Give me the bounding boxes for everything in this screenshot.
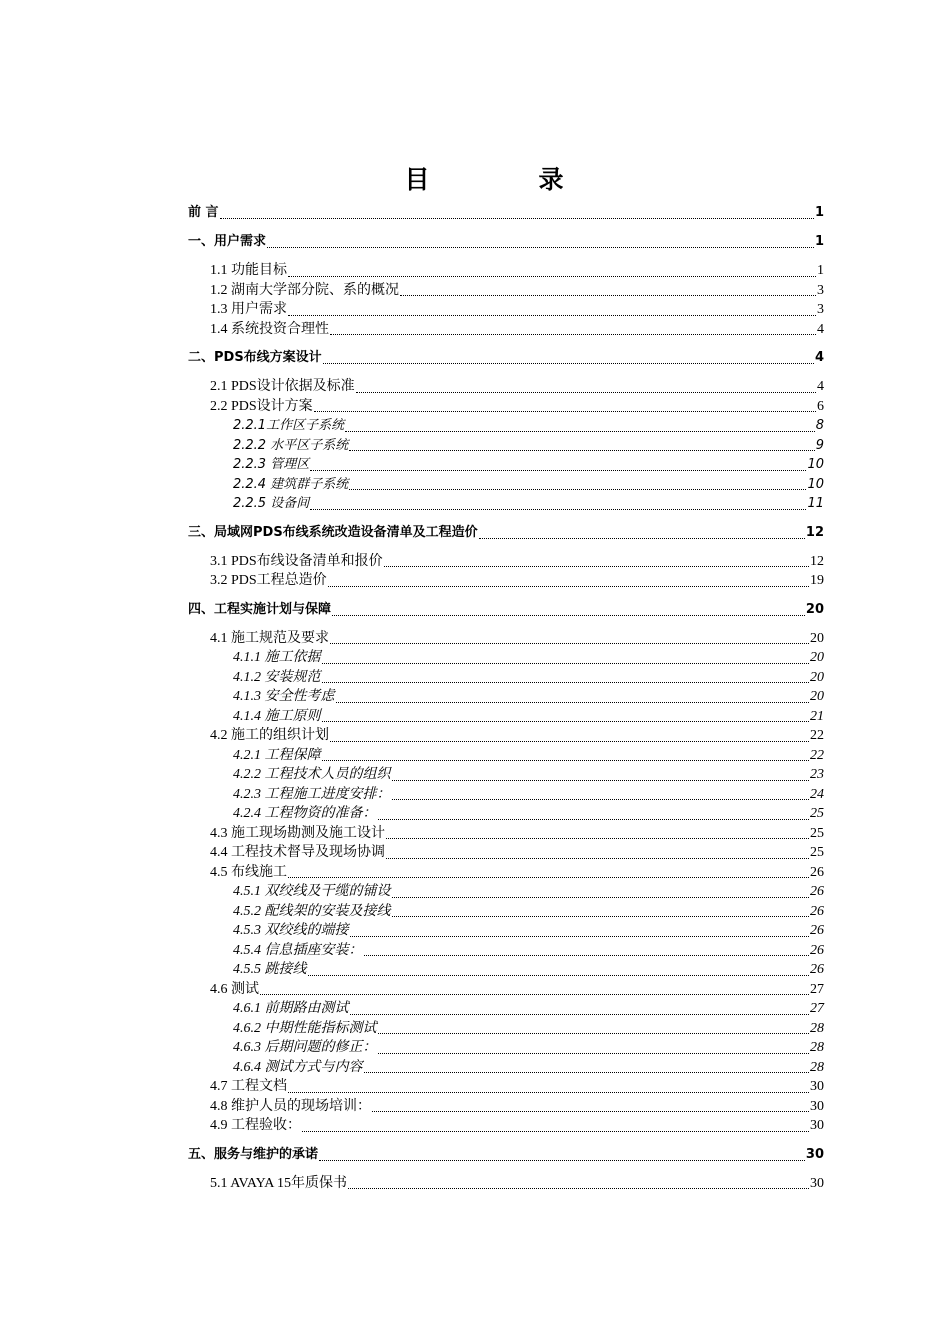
toc-entry-text: 4.5.1 双绞线及干缆的铺设 <box>233 884 391 899</box>
toc-page-number: 20 <box>810 689 824 704</box>
toc-entry-text: 前 言 <box>188 205 219 220</box>
toc-page-number: 28 <box>810 1040 824 1055</box>
toc-entry-text: 4.9 工程验收： <box>210 1118 301 1133</box>
toc-dot-leader <box>392 915 810 917</box>
toc-dot-leader <box>400 294 816 296</box>
toc-entry-text: 4.8 维护人员的现场培训： <box>210 1098 371 1114</box>
toc-dot-leader <box>308 974 810 976</box>
toc-entry-level-2[interactable] <box>188 726 824 746</box>
toc-page-number: 20 <box>810 669 824 685</box>
toc-entry-text: 1.4 系统投资合理性 <box>210 321 329 337</box>
toc-entry-text: 4.2.3 工程施工进度安排： <box>233 786 391 802</box>
toc-entry-text: 五、服务与维护的承诺 <box>188 1146 319 1162</box>
toc-entry-level-2[interactable] <box>188 397 824 417</box>
toc-entry-level-2[interactable] <box>188 320 824 340</box>
toc-entry-text: 3.1 PDS布线设备清单和报价 <box>210 553 383 569</box>
toc-page-number: 21 <box>810 708 824 724</box>
toc-dot-leader <box>322 759 810 761</box>
toc-entry-text: 1.3 用户需求 <box>210 302 287 317</box>
toc-entry-level-3[interactable] <box>188 999 824 1019</box>
toc-dot-leader <box>378 818 810 820</box>
toc-entry-text: 4.2.1 工程保障 <box>233 747 321 763</box>
toc-page-number: 30 <box>810 1118 824 1133</box>
toc-entry-level-2[interactable] <box>188 377 824 397</box>
toc-dot-leader <box>336 701 810 703</box>
toc-dot-leader <box>310 508 806 510</box>
toc-page-number: 12 <box>810 553 824 569</box>
toc-entry-text: 4.1.4 施工原则 <box>233 708 321 724</box>
toc-entry-level-2[interactable] <box>188 552 824 572</box>
toc-dot-leader <box>267 246 814 248</box>
toc-page-number: 26 <box>810 942 824 958</box>
toc-dot-leader <box>392 896 810 898</box>
toc-dot-leader <box>322 681 810 683</box>
toc-entry-level-3[interactable] <box>188 804 824 824</box>
toc-entry-level-1[interactable] <box>188 1145 824 1165</box>
toc-page-number: 27 <box>810 1001 824 1016</box>
toc-entry-text: 4.6.4 测试方式与内容 <box>233 1059 363 1075</box>
toc-title: 目 录 <box>404 165 606 194</box>
toc-entry-text: 4.2.4 工程物资的准备： <box>233 806 377 821</box>
toc-dot-leader <box>260 993 809 995</box>
toc-page-number: 3 <box>817 282 824 298</box>
toc-page-number: 4 <box>814 350 824 365</box>
toc-dot-leader <box>386 837 809 839</box>
toc-dot-leader <box>384 565 809 567</box>
toc-entry-level-3[interactable] <box>188 707 824 727</box>
toc-entry-level-3[interactable] <box>188 921 824 941</box>
toc-page-number: 26 <box>810 903 824 919</box>
toc-entry-text: 2.2.1工作区子系统 <box>233 418 345 433</box>
toc-entry-level-1[interactable] <box>188 600 824 620</box>
toc-page-number: 26 <box>810 962 824 977</box>
toc-entry-text: 三、局域网PDS布线系统改造设备清单及工程造价 <box>188 524 478 540</box>
toc-entry-level-1[interactable] <box>188 348 824 368</box>
toc-entry-level-3[interactable] <box>188 475 824 495</box>
toc-page-number: 30 <box>805 1146 824 1162</box>
toc-entry-text: 2.2 PDS设计方案 <box>210 398 313 414</box>
toc-dot-leader <box>349 449 815 451</box>
toc-entry-level-1[interactable] <box>188 232 824 252</box>
toc-page-number: 22 <box>810 747 824 763</box>
toc-dot-leader <box>345 430 815 432</box>
toc-entry-level-2[interactable] <box>188 980 824 1000</box>
toc-entry-text: 4.1.3 安全性考虑 <box>233 689 335 704</box>
toc-entry-text: 4.4 工程技术督导及现场协调 <box>210 845 385 860</box>
toc-entry-level-2[interactable] <box>188 281 824 301</box>
toc-entry-level-2[interactable] <box>188 571 824 591</box>
toc-entry-text: 4.2.2 工程技术人员的组织 <box>233 767 391 782</box>
toc-entry-text: 2.2.3 管理区 <box>233 457 310 472</box>
toc-dot-leader <box>330 333 816 335</box>
toc-dot-leader <box>330 642 809 644</box>
toc-dot-leader <box>386 857 809 859</box>
toc-page-number: 23 <box>810 767 824 782</box>
toc-page-number: 9 <box>815 437 824 453</box>
toc-entry-text: 4.1 施工规范及要求 <box>210 630 329 646</box>
toc-entry-level-3[interactable] <box>188 960 824 980</box>
toc-entry-text: 4.1.2 安装规范 <box>233 669 321 685</box>
toc-page-number: 25 <box>810 806 824 821</box>
toc-entry-level-1[interactable] <box>188 523 824 543</box>
toc-entry-level-2[interactable] <box>188 1116 824 1136</box>
toc-dot-leader <box>288 876 809 878</box>
toc-page-number: 26 <box>810 923 824 938</box>
toc-dot-leader <box>322 662 810 664</box>
toc-dot-leader <box>350 935 810 937</box>
toc-entry-text: 四、工程实施计划与保障 <box>188 601 332 617</box>
toc-dot-leader <box>330 740 809 742</box>
toc-dot-leader <box>356 391 816 393</box>
toc-page-number: 10 <box>807 457 824 472</box>
toc-entry-level-3[interactable] <box>188 941 824 961</box>
toc-dot-leader <box>479 537 805 539</box>
toc-entry-level-3[interactable] <box>188 1019 824 1039</box>
toc-entry-level-2[interactable] <box>188 824 824 844</box>
toc-dot-leader <box>302 1130 809 1132</box>
toc-dot-leader <box>350 1013 810 1015</box>
toc-dot-leader <box>349 488 806 490</box>
toc-page-number: 4 <box>817 379 824 394</box>
toc-dot-leader <box>310 469 806 471</box>
toc-entry-level-3[interactable] <box>188 668 824 688</box>
toc-page-number: 6 <box>817 398 824 414</box>
toc-entry-text: 2.2.5 设备间 <box>233 496 310 511</box>
toc-entry-level-1[interactable] <box>188 203 824 223</box>
toc-dot-leader <box>323 362 814 364</box>
toc-entry-text: 4.6.1 前期路由测试 <box>233 1001 349 1016</box>
toc-page-number: 1 <box>814 234 824 249</box>
toc-page-number: 4 <box>817 321 824 337</box>
toc-entry-text: 1.2 湖南大学部分院、系的概况 <box>210 282 399 298</box>
toc-page-number: 20 <box>810 630 824 646</box>
toc-entry-level-3[interactable] <box>188 648 824 668</box>
toc-dot-leader <box>314 410 816 412</box>
toc-page-number: 30 <box>810 1079 824 1094</box>
toc-entry-text: 4.5.2 配线架的安装及接线 <box>233 903 391 919</box>
toc-page-number: 30 <box>810 1175 824 1191</box>
toc-page-number: 25 <box>810 825 824 841</box>
toc-page-number: 12 <box>805 524 824 540</box>
toc-dot-leader <box>220 217 814 219</box>
toc-dot-leader <box>319 1159 805 1161</box>
toc-entry-text: 4.5.3 双绞线的端接 <box>233 923 349 938</box>
toc-page-number: 1 <box>817 263 824 278</box>
toc-entry-text: 2.2.4 建筑群子系统 <box>233 476 349 492</box>
toc-entry-level-2[interactable] <box>188 1174 824 1194</box>
toc-page-number: 25 <box>810 845 824 860</box>
toc-entry-level-3[interactable] <box>188 494 824 514</box>
toc-page-number: 20 <box>810 650 824 665</box>
toc-page-number: 10 <box>807 476 824 492</box>
toc-page-number: 19 <box>810 573 824 588</box>
toc-page-number: 26 <box>810 884 824 899</box>
toc-page-number: 22 <box>810 728 824 743</box>
toc-entry-text: 4.7 工程文档 <box>210 1079 287 1094</box>
toc-entry-level-2[interactable] <box>188 629 824 649</box>
toc-entry-level-3[interactable] <box>188 765 824 785</box>
toc-page-number: 24 <box>810 786 824 802</box>
toc-page-number: 11 <box>807 496 824 511</box>
toc-entry-text: 4.5.4 信息插座安装： <box>233 942 363 958</box>
toc-dot-leader <box>332 614 805 616</box>
toc-entry-level-3[interactable] <box>188 687 824 707</box>
toc-entry-text: 4.5.5 跳接线 <box>233 962 307 977</box>
toc-entry-text: 一、用户需求 <box>188 234 267 249</box>
toc-dot-leader <box>288 1091 809 1093</box>
toc-entry-level-3[interactable] <box>188 455 824 475</box>
toc-entry-level-3[interactable] <box>188 746 824 766</box>
toc-entry-text: 4.3 施工现场勘测及施工设计 <box>210 825 385 841</box>
toc-dot-leader <box>288 314 816 316</box>
toc-entry-text: 1.1 功能目标 <box>210 263 287 278</box>
toc-page-number: 27 <box>810 981 824 997</box>
toc-entry-level-2[interactable] <box>188 843 824 863</box>
toc-entry-level-2[interactable] <box>188 1077 824 1097</box>
toc-dot-leader <box>378 1052 810 1054</box>
toc-entry-level-2[interactable] <box>188 261 824 281</box>
toc-page-number: 26 <box>810 864 824 880</box>
toc-page-number: 30 <box>810 1098 824 1114</box>
toc-page-number: 3 <box>817 302 824 317</box>
toc-entry-level-3[interactable] <box>188 416 824 436</box>
toc-entry-level-3[interactable] <box>188 436 824 456</box>
toc-entry-text: 5.1 AVAYA 15年质保书 <box>210 1175 348 1191</box>
toc-entry-text: 4.2 施工的组织计划 <box>210 728 329 743</box>
toc-dot-leader <box>372 1110 809 1112</box>
toc-entry-level-3[interactable] <box>188 902 824 922</box>
toc-entry-level-2[interactable] <box>188 300 824 320</box>
toc-entry-text: 4.6 测试 <box>210 981 259 997</box>
toc-dot-leader <box>378 1032 810 1034</box>
toc-entry-text: 二、PDS布线方案设计 <box>188 350 322 365</box>
toc-page-number: 28 <box>810 1020 824 1036</box>
toc-dot-leader <box>364 1071 810 1073</box>
toc-entry-level-2[interactable] <box>188 1097 824 1117</box>
toc-dot-leader <box>288 275 816 277</box>
toc-dot-leader <box>392 798 810 800</box>
toc-page-number: 8 <box>815 418 824 433</box>
table-of-contents <box>188 203 824 1193</box>
toc-entry-text: 2.1 PDS设计依据及标准 <box>210 379 355 394</box>
toc-entry-text: 4.6.3 后期问题的修正： <box>233 1040 377 1055</box>
toc-page-number: 20 <box>805 601 824 617</box>
toc-entry-level-3[interactable] <box>188 1058 824 1078</box>
toc-entry-text: 4.6.2 中期性能指标测试 <box>233 1020 377 1036</box>
toc-dot-leader <box>322 720 810 722</box>
toc-dot-leader <box>348 1187 809 1189</box>
toc-page-number: 1 <box>814 205 824 220</box>
toc-entry-text: 2.2.2 水平区子系统 <box>233 437 349 453</box>
toc-dot-leader <box>328 585 809 587</box>
toc-entry-text: 4.1.1 施工依据 <box>233 650 321 665</box>
toc-entry-level-3[interactable] <box>188 785 824 805</box>
toc-page-number: 28 <box>810 1059 824 1075</box>
toc-dot-leader <box>364 954 810 956</box>
toc-entry-text: 3.2 PDS工程总造价 <box>210 573 327 588</box>
toc-entry-text: 4.5 布线施工 <box>210 864 287 880</box>
toc-dot-leader <box>392 779 810 781</box>
toc-entry-level-2[interactable] <box>188 863 824 883</box>
toc-entry-level-3[interactable] <box>188 882 824 902</box>
toc-entry-level-3[interactable] <box>188 1038 824 1058</box>
